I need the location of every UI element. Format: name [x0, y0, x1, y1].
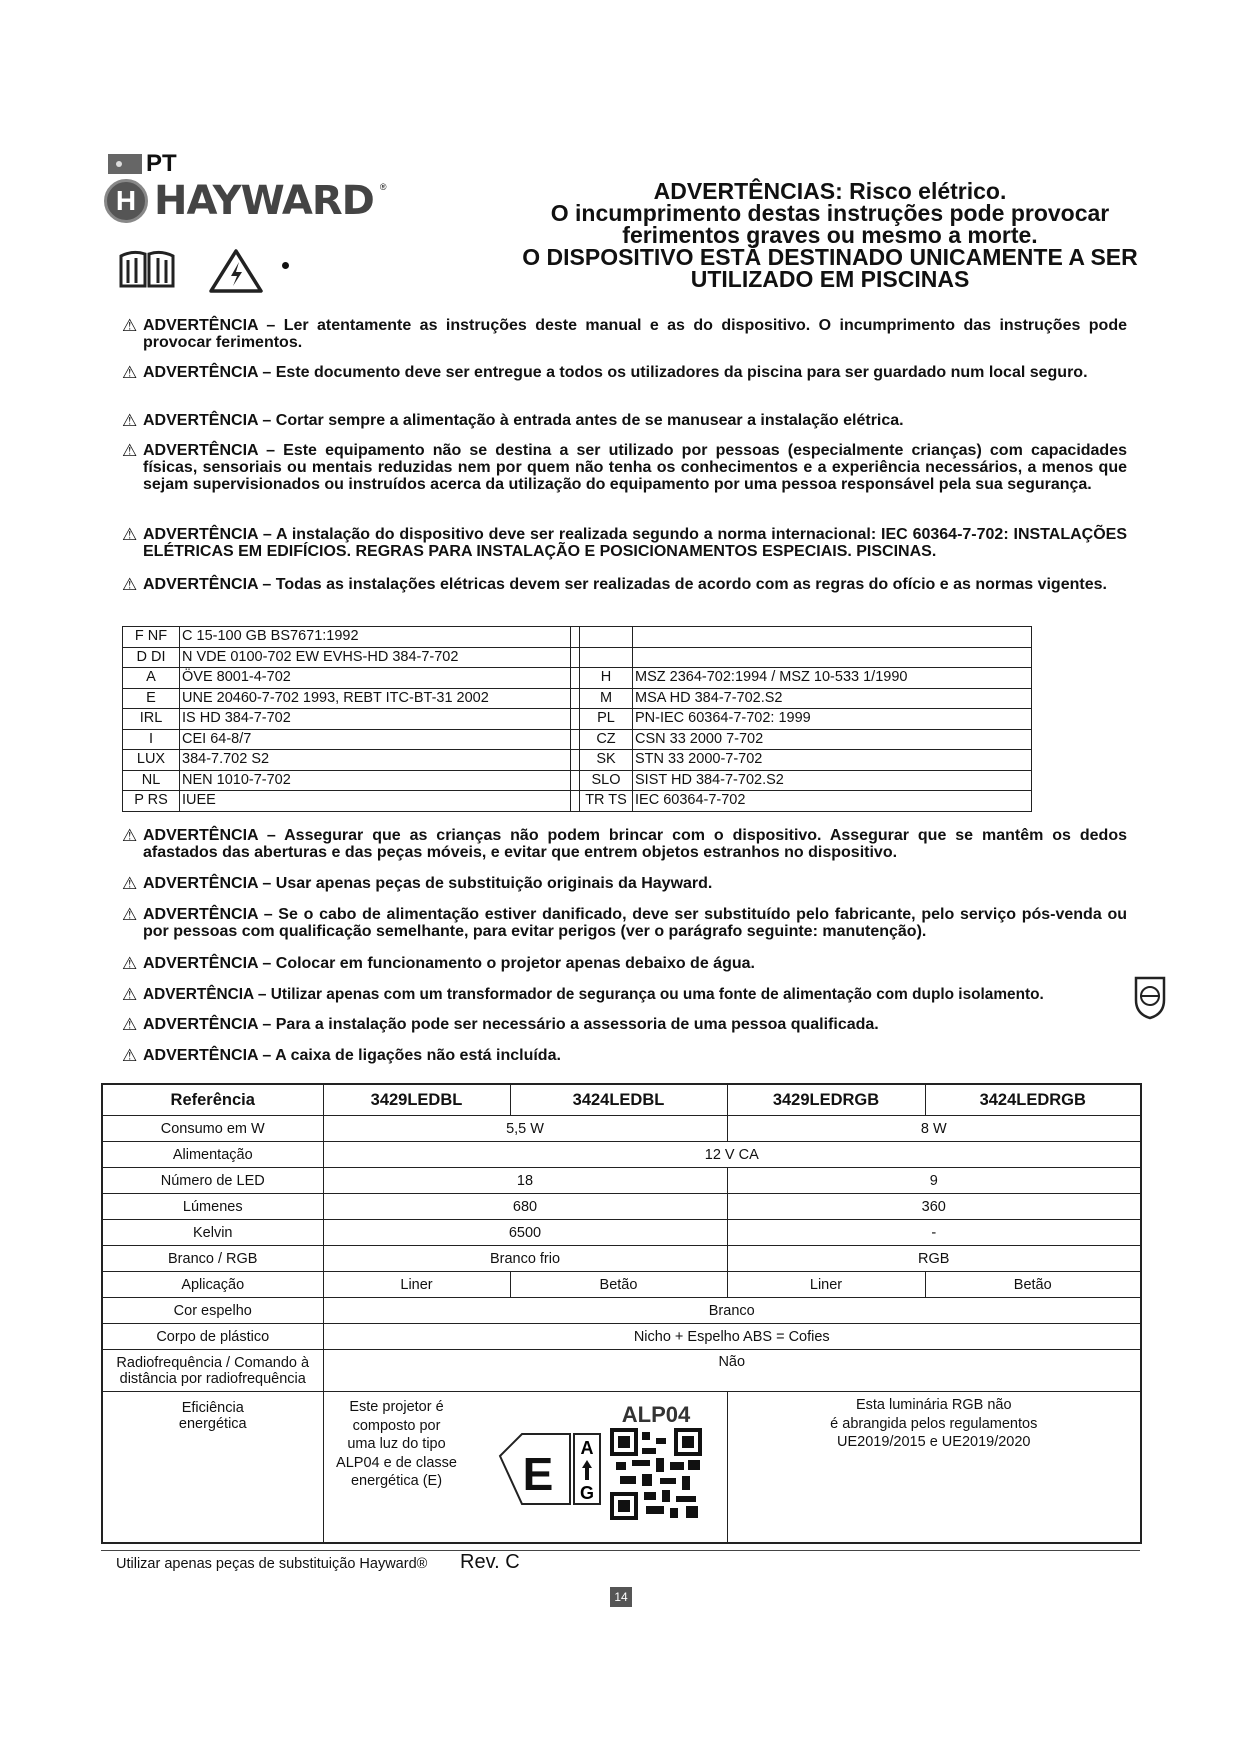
table-row: Consumo em W 5,5 W 8 W: [102, 1116, 1141, 1142]
table-row: A ÖVE 8001-4-702 H MSZ 2364-702:1994 / MSZ 10-533 1/1990: [123, 668, 1032, 689]
table-row: IRL IS HD 384-7-702 PL PN-IEC 60364-7-702: 1999: [123, 709, 1032, 730]
table-row: E UNE 20460-7-702 1993, REBT ITC-BT-31 2002 M MSA HD 384-7-702.S2: [123, 688, 1032, 709]
table-row: I CEI 64-8/7 CZ CSN 33 2000 7-702: [123, 729, 1032, 750]
warning-item: ⚠ ADVERTÊNCIA – A instalação do dispositivo deve ser realizada segundo a norma internacional: IEC 60364-7-702: INSTALAÇÕES ELÉTRICAS EM EDIFÍCIOS. REGRAS PARA INSTALAÇÃO E POSICIONAMENTOS ESPECIAIS. PISCINAS.: [122, 525, 1127, 560]
registered-mark: ®: [379, 182, 387, 192]
efficiency-description: Este projetor é composto por uma luz do tipo ALP04 e de classe energética (E): [336, 1399, 457, 1489]
warning-triangle-icon: ⚠: [122, 954, 138, 973]
warning-triangle-icon: ⚠: [122, 316, 138, 335]
table-row: Branco / RGB Branco frio RGB: [102, 1246, 1141, 1272]
brand-name: HAYWARD: [154, 178, 374, 224]
warning-item: ⚠ ADVERTÊNCIA – Este documento deve ser entregue a todos os utilizadores da piscina para ser guardado num local seguro.: [122, 363, 1088, 382]
table-row: F NF C 15-100 GB BS7671:1992: [123, 627, 1032, 648]
safety-transformer-icon: [1132, 974, 1168, 1020]
language-code: PT: [146, 150, 177, 177]
hayward-logo: [104, 178, 387, 224]
warning-item: ⚠ ADVERTÊNCIA – Todas as instalações elétricas devem ser realizadas de acordo com as regras do ofício e as normas vigentes.: [122, 575, 1107, 594]
qr-code-icon: [610, 1428, 702, 1520]
warning-item: ⚠ ADVERTÊNCIA – A caixa de ligações não está incluída.: [122, 1046, 561, 1065]
page-number: 14: [610, 1587, 632, 1607]
warning-item: ⚠ ADVERTÊNCIA – Para a instalação pode ser necessário a assessoria de uma pessoa qualificada.: [122, 1015, 879, 1034]
table-row: Corpo de plástico Nicho + Espelho ABS = Cofies: [102, 1324, 1141, 1350]
table-row: Lúmenes 680 360: [102, 1194, 1141, 1220]
table-row: Kelvin 6500 -: [102, 1220, 1141, 1246]
warning-triangle-icon: ⚠: [122, 575, 138, 594]
table-header-row: Referência 3429LEDBL 3424LEDBL 3429LEDRGB 3424LEDRGB: [102, 1084, 1141, 1116]
warning-triangle-icon: ⚠: [122, 1015, 138, 1034]
bullet-dot: [282, 262, 289, 269]
table-row: D DI N VDE 0100-702 EW EVHS-HD 384-7-702: [123, 647, 1032, 668]
energy-class-letter: E: [522, 1448, 553, 1500]
flag-icon: [108, 154, 142, 174]
standards-table: [122, 626, 1032, 812]
table-row: P RS IUEE TR TS IEC 60364-7-702: [123, 791, 1032, 812]
warning-item: ⚠ ADVERTÊNCIA – Assegurar que as crianças não podem brincar com o dispositivo. Assegurar que se mantêm os dedos afastados das aberturas e das peças móveis, e evitar que entrem objetos estranhos no dispositivo.: [122, 826, 1127, 861]
rgb-note-cell: Esta luminária RGB não é abrangida pelos regulamentos UE2019/2015 e UE2019/2020: [727, 1392, 1141, 1544]
warning-triangle-icon: ⚠: [122, 905, 138, 924]
heading-line-3: ferimentos graves ou mesmo a morte.: [622, 222, 1038, 248]
read-manual-icon: [118, 250, 176, 290]
warning-triangle-icon: ⚠: [122, 985, 138, 1004]
warning-item: ⚠ ADVERTÊNCIA – Ler atentamente as instruções deste manual e as do dispositivo. O incumprimento das instruções pode provocar ferimentos.: [122, 316, 1127, 351]
heading-line-5: UTILIZADO EM PISCINAS: [690, 266, 970, 292]
table-row: Aplicação Liner Betão Liner Betão: [102, 1272, 1141, 1298]
radio-label-cell: Radiofrequência / Comando à distância por radiofrequência: [102, 1350, 323, 1392]
table-row: Radiofrequência / Comando à distância por radiofrequência Não: [102, 1350, 1141, 1392]
footer-divider: [101, 1550, 1140, 1551]
table-row: Número de LED 18 9: [102, 1168, 1141, 1194]
table-row: Cor espelho Branco: [102, 1298, 1141, 1324]
warning-heading: [490, 180, 1170, 290]
electric-shock-warning-icon: [208, 248, 264, 294]
footer-text: Utilizar apenas peças de substituição Hayward®: [116, 1556, 428, 1572]
energy-scale-top: A: [580, 1438, 593, 1458]
warning-item: ⚠ ADVERTÊNCIA – Utilizar apenas com um transformador de segurança ou uma fonte de alimentação com duplo isolamento.: [122, 985, 1044, 1004]
efficiency-label-cell: Eficiência energética: [102, 1392, 323, 1544]
energy-label-code: ALP04: [621, 1402, 690, 1427]
warning-item: ⚠ ADVERTÊNCIA – Se o cabo de alimentação estiver danificado, deve ser substituído pelo fabricante, pelo serviço pós-venda ou por pessoas com qualificação semelhante, para evitar perigos (ver o parágrafo seguinte: manutenção).: [122, 905, 1127, 940]
warning-item: ⚠ ADVERTÊNCIA – Usar apenas peças de substituição originais da Hayward.: [122, 874, 713, 893]
energy-scale-bottom: G: [579, 1483, 594, 1503]
warning-item: ⚠ ADVERTÊNCIA – Colocar em funcionamento o projetor apenas debaixo de água.: [122, 954, 755, 973]
warning-triangle-icon: ⚠: [122, 1046, 138, 1065]
warning-triangle-icon: ⚠: [122, 363, 138, 382]
table-row: LUX 384-7.702 S2 SK STN 33 2000-7-702: [123, 750, 1032, 771]
specifications-table: [101, 1083, 1142, 1544]
heading-line-1: ADVERTÊNCIAS: Risco elétrico.: [653, 178, 1007, 204]
warning-item: ⚠ ADVERTÊNCIA – Este equipamento não se destina a ser utilizado por pessoas (especialmente crianças) com capacidades físicas, sensoriais ou mentais reduzidas nem por quem não tenha os conhecimentos e a experiência necessários, a menos que sejam supervisionados ou instruídos acerca da utilização do equipamento por uma pessoa responsável pela sua segurança.: [122, 441, 1127, 493]
energy-label: [460, 1398, 720, 1530]
table-row: NL NEN 1010-7-702 SLO SIST HD 384-7-702.S2: [123, 770, 1032, 791]
warning-triangle-icon: ⚠: [122, 411, 138, 430]
table-row: Alimentação 12 V CA: [102, 1142, 1141, 1168]
warning-triangle-icon: ⚠: [122, 441, 138, 460]
heading-line-4: O DISPOSITIVO ESTÁ DESTINADO UNICAMENTE A SER: [522, 244, 1138, 270]
hayward-h-icon: H: [104, 179, 148, 223]
heading-line-2: O incumprimento destas instruções pode provocar: [550, 200, 1110, 226]
warning-triangle-icon: ⚠: [122, 525, 138, 544]
language-tag: [108, 150, 177, 178]
efficiency-description-cell: [323, 1392, 727, 1544]
warning-triangle-icon: ⚠: [122, 826, 138, 845]
warning-triangle-icon: ⚠: [122, 874, 138, 893]
revision-label: Rev. C: [460, 1551, 520, 1573]
warning-item: ⚠ ADVERTÊNCIA – Cortar sempre a alimentação à entrada antes de se manusear a instalação elétrica.: [122, 411, 904, 430]
table-row: [102, 1392, 1141, 1544]
